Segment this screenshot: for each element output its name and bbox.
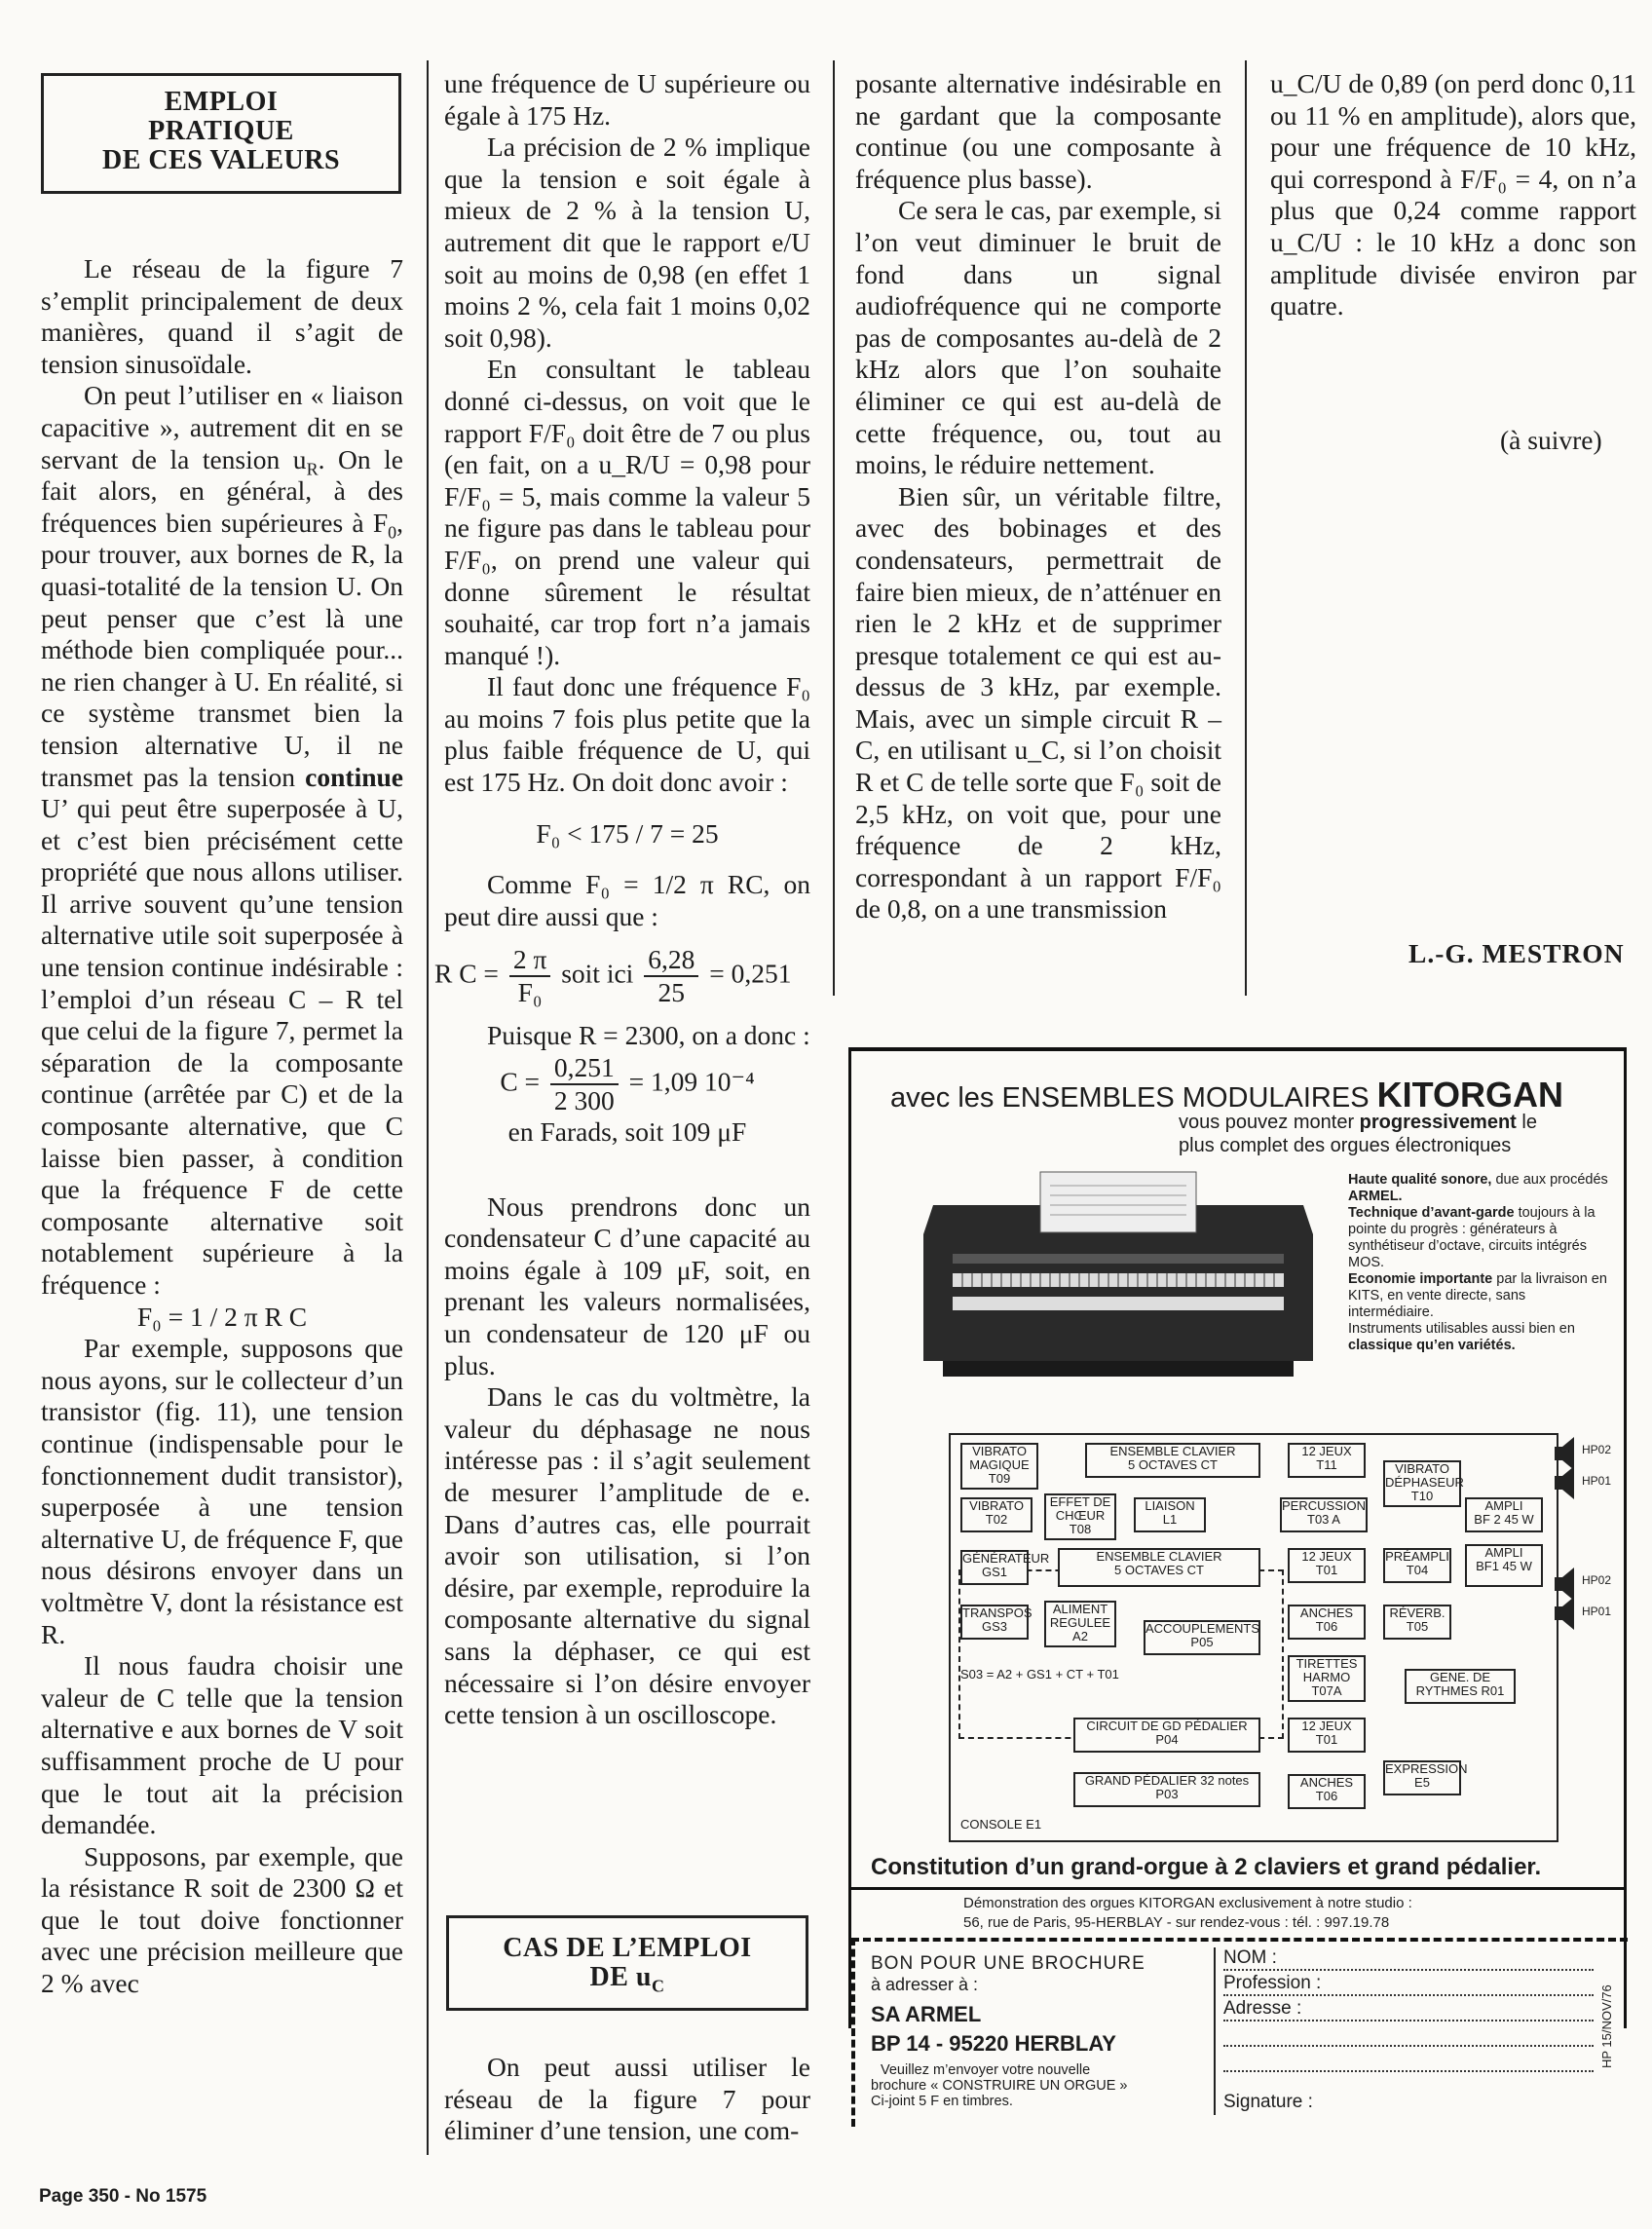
column-rule [1245,60,1247,996]
label-hp02-b: HP02 [1582,1573,1612,1587]
column-3 [855,68,1221,926]
console-label: CONSOLE E1 [960,1817,1042,1832]
formula-c-tail: en Farads, soit 109 μF [507,1116,747,1148]
coupon-divider [1214,1947,1216,2115]
block-preampli: PRÉAMPLI T04 [1383,1548,1451,1583]
block-ensemble-clavier-1: ENSEMBLE CLAVIER 5 OCTAVES CT [1085,1443,1260,1478]
feature-instruments: Instruments utilisables aussi bien en classique qu’en variétés. [1348,1321,1575,1353]
block-transpos: TRANSPOS GS3 [960,1605,1029,1640]
coupon-note-3: Ci-joint 5 F en timbres. [871,2094,1013,2109]
block-12-jeux-pedal: 12 JEUX T01 [1288,1718,1366,1753]
column-rule [833,60,835,996]
coupon-note-2: brochure « CONSTRUIRE UN ORGUE » [871,2078,1128,2094]
paragraph: Le réseau de la figure 7 s’emplit principalement de deux manières, quand il s’agit de tension sinusoïdale. [41,253,403,379]
label-hp02: HP02 [1582,1443,1612,1456]
field-adresse-2[interactable] [1223,2023,1594,2047]
block-ensemble-clavier-2: ENSEMBLE CLAVIER 5 OCTAVES CT [1058,1548,1260,1587]
paragraph: posante alternative indésirable en ne gardant que la composante continue (ou une composante à fréquence plus basse). [855,68,1221,194]
field-adresse-3[interactable] [1223,2049,1594,2072]
brand-kitorgan: KITORGAN [1376,1075,1563,1114]
heading-line-1: EMPLOI [164,87,279,117]
block-ampli-bf1: AMPLI BF1 45 W [1465,1544,1543,1587]
heading-line-2: PRATIQUE [148,116,294,146]
block-vibrato: VIBRATO T02 [960,1497,1032,1532]
block-circuit-pedalier: CIRCUIT DE GD PÉDALIER P04 [1073,1718,1260,1753]
column-4 [1270,68,1636,322]
coupon-to: à adresser à : [871,1975,979,1994]
ad-subline: vous pouvez monter progressivement le [1179,1112,1537,1133]
feature-economie: Economie importante par la livraison en KITS, en vente directe, sans intermédiaire. [1348,1271,1607,1320]
field-profession[interactable]: Profession : [1223,1973,1594,1996]
block-aliment: ALIMENT REGULEE A2 [1044,1601,1116,1647]
block-reverb: RÉVERB. T05 [1383,1605,1451,1640]
coupon [851,1938,1628,2127]
block-anches-t06: ANCHES T06 [1288,1605,1366,1640]
field-adresse[interactable]: Adresse : [1223,1998,1594,2021]
block-12-jeux-t01: 12 JEUX T01 [1288,1548,1366,1583]
coupon-company: SA ARMEL [871,2002,982,2026]
organ-photo [914,1166,1323,1390]
paragraph: Ce sera le cas, par exemple, si l’on veut diminuer le bruit de fond dans un signal audiofréquence qui ne comporte pas de composantes au-delà de 2 kHz alors que l’on souhaite éliminer ce qui est au-delà de cette fréquence, ou, tout au moins, le réduire nettement. [855,195,1221,480]
demo-line-2: 56, rue de Paris, 95-HERBLAY - sur rendez-vous : tél. : 997.19.78 [963,1914,1390,1931]
formula-f0-limit: F₀ < 175 / 7 = 25 [536,817,719,849]
section-heading-emploi [41,73,401,194]
field-nom[interactable]: NOM : [1223,1947,1594,1971]
block-expression: EXPRESSION E5 [1383,1760,1461,1795]
formula-rc: R C = $\frac{2 \pi}{\text{F₀}}$ soit ici $\frac{6,28}{25}$ = 0,251 [434,944,792,1008]
column-rule [427,60,429,2155]
paragraph: Il faut donc une fréquence F₀ au moins 7 fois plus petite que la plus faible fréquence de U, qui est 175 Hz. On doit donc avoir : [444,671,810,798]
s03-equation: S03 = A2 + GS1 + CT + T01 [960,1667,1119,1681]
formula-f0: F₀ = 1 / 2 π R C [136,1301,308,1332]
section-heading-cas [446,1915,808,2011]
diagram-caption: Constitution d’un grand-orgue à 2 claviers et grand pédalier. [871,1854,1542,1880]
block-generateur: GÉNÉRATEUR GS1 [960,1550,1029,1585]
block-anches-pedal: ANCHES T06 [1288,1774,1366,1809]
block-ampli-bf2: AMPLI BF 2 45 W [1465,1497,1543,1532]
block-liaison: LIAISON L1 [1134,1497,1206,1532]
issue-stamp: HP 15/NOV/76 [1599,1984,1614,2068]
ad-subline-2: plus complet des orgues électroniques [1179,1135,1512,1156]
feature-technique: Technique d’avant-garde toujours à la pointe du progrès : générateurs à synthétiseur d’octave, circuits intégrés MOS. [1348,1205,1596,1270]
coupon-address: BP 14 - 95220 HERBLAY [871,2031,1116,2056]
heading-line-3: DE CES VALEURS [101,145,341,175]
column-1 [41,253,403,2000]
demo-line-1: Démonstration des orgues KITORGAN exclusivement à notre studio : [963,1895,1412,1911]
coupon-note-1: Veuillez m’envoyer votre nouvelle [881,2062,1091,2078]
block-12-jeux-t11: 12 JEUX T11 [1288,1443,1366,1478]
a-suivre: (à suivre) [1500,425,1602,455]
paragraph: Nous prendrons donc un condensateur C d’une capacité au moins égale à 109 μF, soit, en prenant les valeurs normalisées, un condensateur de 120 μF ou plus. [444,1190,810,1380]
block-vibrato-dephaseur: VIBRATO DÉPHASEUR T10 [1383,1460,1461,1507]
block-tirettes: TIRETTES HARMO T07A [1288,1655,1366,1702]
kitorgan-advertisement [848,1047,1627,2112]
label-hp01: HP01 [1582,1474,1612,1488]
paragraph: Comme F₀ = 1/2 π RC, on peut dire aussi que : [444,869,810,931]
paragraph: Par exemple, supposons que nous ayons, sur le collecteur d’un transistor (fig. 11), une tension continue (indispensable pour le fonctionnement dudit transistor), superposée à une tension alternative U, de fréquence F, que nous désirons envoyer dans un voltmètre V, dont la résistance est R. [41,1333,403,1649]
speaker-icons [1541,1433,1584,1647]
block-gene-rythmes: GENE. DE RYTHMES R01 [1405,1669,1516,1704]
block-grand-pedalier: GRAND PÉDALIER 32 notes P03 [1073,1772,1260,1807]
paragraph: Supposons, par exemple, que la résistance R soit de 2300 Ω et que le tout doive fonctionner avec une précision meilleure que 2 % avec [41,1840,403,1999]
organ-block-diagram [949,1433,1615,1844]
heading-line-2: DE $u_C$ [589,1962,665,1996]
paragraph: une fréquence de U supérieure ou égale à 175 Hz. [444,68,810,131]
paragraph: Bien sûr, un véritable filtre, avec des bobinages et des condensateurs, permettrait de faire bien mieux, de n’atténuer en rien le 2 kHz et de supprimer presque totalement ce qui est au-dessus de 3 kHz, par exemple. Mais, avec un simple circuit R – C, en utilisant u_C, si l’on choisit R et C de telle sorte que F₀ soit de 2,5 kHz, on voit que, pour une fréquence de 2 kHz, correspondant à un rapport F/F₀ de 0,8, on a une transmission [855,480,1221,925]
feature-quality: Haute qualité sonore, due aux procédés ARMEL. [1348,1172,1608,1204]
paragraph: Dans le cas du voltmètre, la valeur du déphasage ne nous intéresse pas : il s’agit seulement de mesurer l’amplitude de e. Dans d’autres cas, elle pourrait avoir son utilisation, si l’on désire, par exemple, reproduire la composante alternative du signal sans la déphaser, ce qui est nécessaire si l’on désire envoyer cette tension à un oscilloscope. [444,1381,810,1730]
column-2 [434,68,810,1731]
block-vibrato-magique: VIBRATO MAGIQUE T09 [960,1443,1038,1490]
paragraph: u_C/U de 0,89 (on perd donc 0,11 ou 11 % en amplitude), alors que, pour une fréquence de 10 kHz, qui correspond à F/F₀ = 4, on n’a plus que 0,24 comme rapport u_C/U : le 10 kHz a donc son amplitude divisée environ par quatre. [1270,68,1636,321]
formula-c: C = $\frac{0,251}{2 300}$ = 1,09 10⁻⁴ [500,1052,755,1116]
author-signature: L.-G. MESTRON [1408,938,1625,968]
coupon-title: BON POUR UNE BROCHURE [871,1953,1145,1974]
ad-bottom-rule [851,1887,1624,1890]
block-effet-choeur: EFFET DE CHŒUR T08 [1044,1493,1116,1540]
paragraph: Il nous faudra choisir une valeur de C telle que la tension alternative e aux bornes de V soit suffisamment proche de U pour que le tout ait la précision demandée. [41,1650,403,1840]
paragraph: Puisque R = 2300, on a donc : [487,1020,810,1051]
column-2-bottom [444,2052,810,2147]
block-percussion: PERCUSSION T03 A [1280,1497,1368,1532]
page-number: Page 350 - No 1575 [39,2186,207,2207]
paragraph: On peut l’utiliser en « liaison capacitive », autrement dit en se servant de la tension $u_R$. On le fait alors, en général, à des fréquences bien supérieures à $F_0$, pour trouver, aux bornes de R, la quasi-totalité de la tension U. On peut penser que c’est là une méthode bien compliquée pour... ne rien changer à U. En réalité, si ce système transmet bien la tension alternative U, il ne transmet pas la tension continue U’ qui peut être superposée à U, et c’est bien précisément cette propriété que nous allons utiliser. Il arrive souvent qu’une tension alternative utile soit superposée à une tension continue indésirable : l’emploi d’un réseau C – R tel que celui de la figure 7, permet la séparation de la composante continue (arrêtée par C) et de la composante alternative, que C laisse bien passer, à condition que la fréquence F de cette composante alternative soit notablement supérieure à la fréquence : [41,380,403,1300]
block-accouplements: ACCOUPLEMENTS P05 [1144,1620,1260,1655]
label-hp01-b: HP01 [1582,1605,1612,1618]
heading-line-1: CAS DE L’EMPLOI [503,1933,752,1963]
ad-headline: avec les ENSEMBLES MODULAIRES KITORGAN [890,1075,1563,1114]
paragraph: On peut aussi utiliser le réseau de la figure 7 pour éliminer d’une tension, une com- [444,2052,810,2146]
paragraph: La précision de 2 % implique que la tension e soit égale à mieux de 2 % à la tension U, autrement dit que le rapport e/U soit au moins de 0,98 (en effet 1 moins 2 %, cela fait 1 moins 0,02 soit 0,98). [444,132,810,353]
ad-features [1348,1172,1611,1354]
field-signature[interactable]: Signature : [1223,2092,1313,2112]
paragraph: En consultant le tableau donné ci-dessus, on voit que le rapport F/F₀ doit être de 7 ou plus (en fait, on a u_R/U = 0,98 pour F/F₀ = 5, mais comme la valeur 5 ne figure pas dans le tableau pour F/F₀, on prend une valeur qui donne sûrement le résultat souhaité, car trop fort n’a jamais manqué !). [444,354,810,670]
